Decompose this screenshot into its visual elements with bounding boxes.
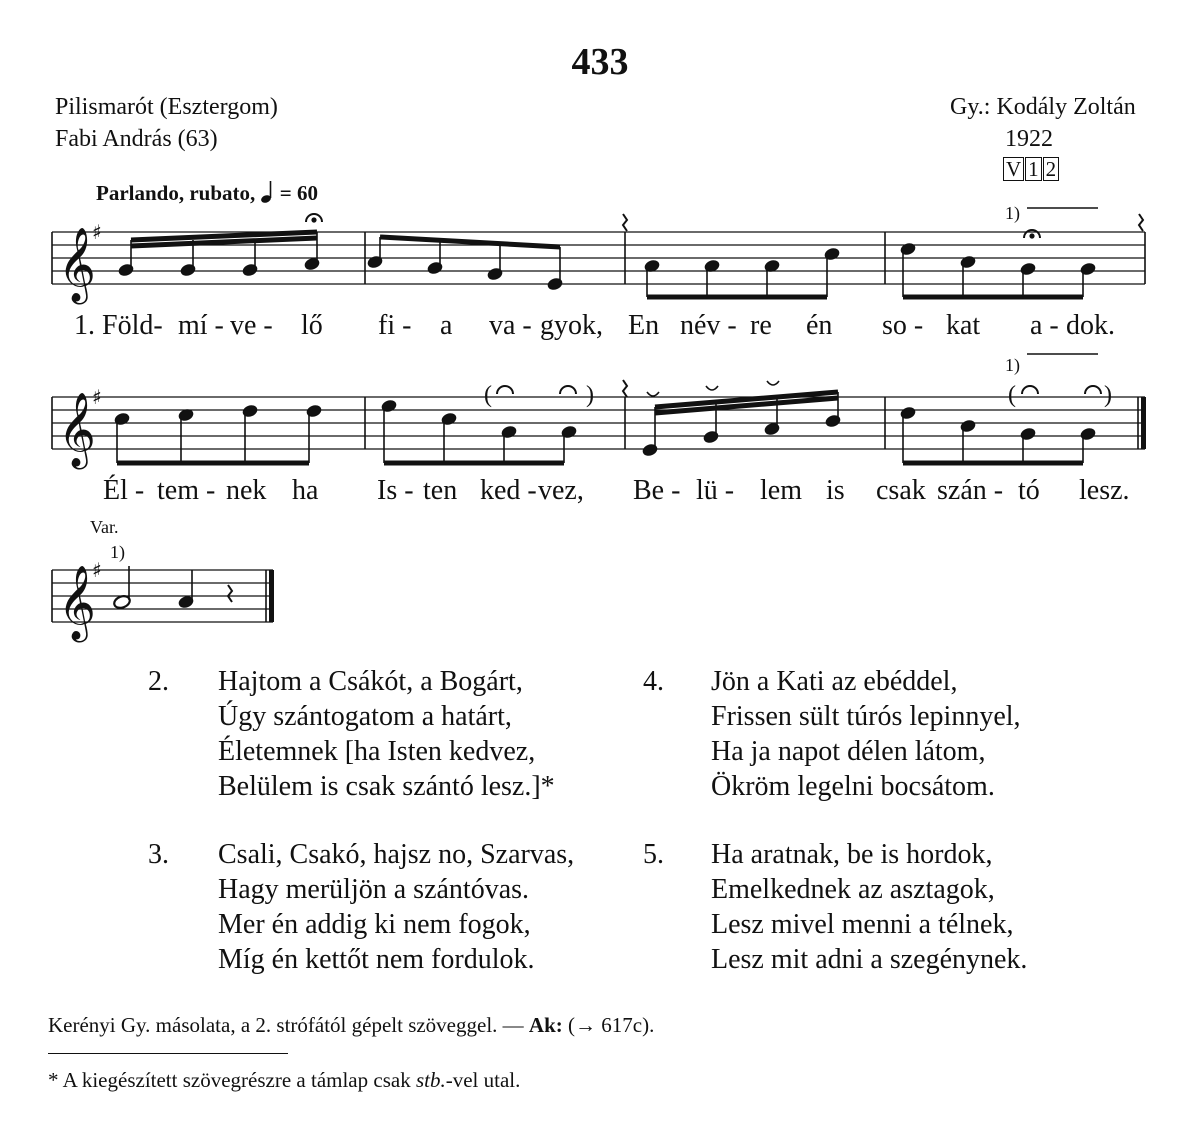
svg-text:): ) <box>586 382 594 408</box>
source-singer: Fabi András (63) <box>55 126 218 152</box>
lyric-syllable: a <box>440 310 453 341</box>
lyric-syllable: ten <box>423 475 458 506</box>
svg-text:(: ( <box>484 382 492 408</box>
breath-marks <box>647 381 779 396</box>
stanza-number: 4. <box>643 666 664 697</box>
lyric-syllable: kat <box>946 310 981 341</box>
lyric-syllable: csak <box>876 475 926 506</box>
notes <box>113 232 1097 610</box>
stanza-line: Ha aratnak, be is hordok, <box>711 839 993 870</box>
footnote-marker: 1) <box>1005 355 1020 375</box>
tempo-value: = 60 <box>279 181 318 205</box>
lyric-syllable: Be - <box>633 475 681 506</box>
tempo-text: Parlando, rubato, <box>96 181 256 205</box>
lyric-syllable: lesz. <box>1079 475 1130 506</box>
footnote-marker: 1) <box>1005 203 1020 223</box>
stanza-line: Lesz mivel menni a télnek, <box>711 909 1014 940</box>
stanza-number: 2. <box>148 666 169 697</box>
stanza-line: Jön a Kati az ebéddel, <box>711 666 958 697</box>
svg-text:𝄞: 𝄞 <box>58 393 96 467</box>
lyric-syllable: mí - <box>178 310 224 341</box>
stanza-line: Úgy szántogatom a határt, <box>218 701 512 732</box>
stanza-line: Míg én kettőt nem fordulok. <box>218 944 535 975</box>
treble-clef-icon <box>58 228 96 643</box>
lyric-syllable: szán - <box>937 475 1004 506</box>
source-place: Pilismarót (Esztergom) <box>55 94 278 120</box>
svg-text:): ) <box>1104 382 1112 408</box>
stanza-line: Belülem is csak szántó lesz.]* <box>218 771 555 802</box>
lyric-syllable: gyok, <box>540 310 603 341</box>
staff-lines <box>52 232 1145 622</box>
source-note <box>48 1013 654 1038</box>
lyric-syllable: a - <box>1030 310 1059 341</box>
collector-year: 1922 <box>1005 126 1053 152</box>
code-box: 2 <box>1043 157 1060 181</box>
lyric-syllable: nek <box>226 475 267 506</box>
stanza <box>148 664 628 804</box>
lyric-syllable: so - <box>882 310 924 341</box>
stanza-line: Mer én addig ki nem fogok, <box>218 909 531 940</box>
stanza-line: Emelkednek az asztagok, <box>711 874 995 905</box>
stanza-line: Lesz mit adni a szegénynek. <box>711 944 1028 975</box>
lyric-syllable: dok. <box>1066 310 1115 341</box>
stanza-number: 5. <box>643 839 664 870</box>
lyric-syllable: va - <box>489 310 532 341</box>
lyric-syllable: név - <box>680 310 737 341</box>
stanza-line: Ha ja napot délen látom, <box>711 736 986 767</box>
code-box: V <box>1003 157 1024 181</box>
code-box: 1 <box>1025 157 1042 181</box>
stanza-line: Hajtom a Csákót, a Bogárt, <box>218 666 523 697</box>
lyric-syllable: Él - <box>103 475 145 506</box>
lyric-syllable: ked - <box>480 475 537 506</box>
bar-lines <box>52 232 1145 622</box>
stanza-line: Hagy merüljön a szántóvas. <box>218 874 530 905</box>
svg-text:(: ( <box>1008 382 1016 408</box>
lyric-syllable: lő <box>301 310 323 341</box>
footnote <box>48 1068 520 1093</box>
lyric-syllable: fi - <box>378 310 412 341</box>
lyric-syllable: tem - <box>157 475 216 506</box>
stanza-number: 3. <box>148 839 169 870</box>
stanza-line: Frissen sült túrós lepinnyel, <box>711 701 1021 732</box>
svg-text:♯: ♯ <box>92 385 102 409</box>
stanza <box>643 664 1123 804</box>
lyric-syllable: ve - <box>230 310 273 341</box>
svg-text:𝄞: 𝄞 <box>58 566 96 640</box>
source-note-bold: Ak: <box>528 1013 563 1037</box>
footnote-italic: stb. <box>415 1068 446 1092</box>
lyric-syllable: lü - <box>696 475 735 506</box>
stanza-line: Életemnek [ha Isten kedvez, <box>218 736 536 767</box>
stanza-line: Csali, Csakó, hajsz no, Szarvas, <box>218 839 575 870</box>
lyric-syllable: tó <box>1018 475 1040 506</box>
footnote-text-end: -vel utal. <box>445 1068 521 1092</box>
stanza-line: Ökröm legelni bocsátom. <box>711 771 995 802</box>
footnote-divider <box>48 1053 288 1054</box>
lyric-syllable: is <box>826 475 845 506</box>
stanza <box>148 837 628 977</box>
lyric-syllable: Is - <box>377 475 414 506</box>
lyric-syllable: re <box>750 310 772 341</box>
svg-text:𝄞: 𝄞 <box>58 228 96 302</box>
lyric-syllable: En <box>628 310 660 341</box>
lyric-syllable: én <box>806 310 833 341</box>
final-barlines <box>269 397 1146 622</box>
svg-text:♯: ♯ <box>92 558 102 582</box>
lyric-syllable: lem <box>760 475 802 506</box>
lyric-syllable: 1. Föld- <box>74 310 163 341</box>
footnote-mark: * <box>48 1068 59 1092</box>
svg-text:♯: ♯ <box>92 220 102 244</box>
lyric-syllable: ha <box>292 475 319 506</box>
variant-label: Var. <box>90 517 119 537</box>
footnote-text: A kiegészített szövegrészre a támlap csak <box>62 1068 411 1092</box>
collector-label: Gy.: Kodály Zoltán <box>950 94 1136 120</box>
lyric-syllable: vez, <box>538 475 584 506</box>
source-note-text: Kerényi Gy. másolata, a 2. strófától gépelt szöveggel. — <box>48 1013 524 1037</box>
footnote-marker: 1) <box>110 542 125 562</box>
stanza <box>643 837 1123 977</box>
page-number: 433 <box>571 41 629 83</box>
source-note-ref: (→ 617c). <box>568 1013 655 1037</box>
